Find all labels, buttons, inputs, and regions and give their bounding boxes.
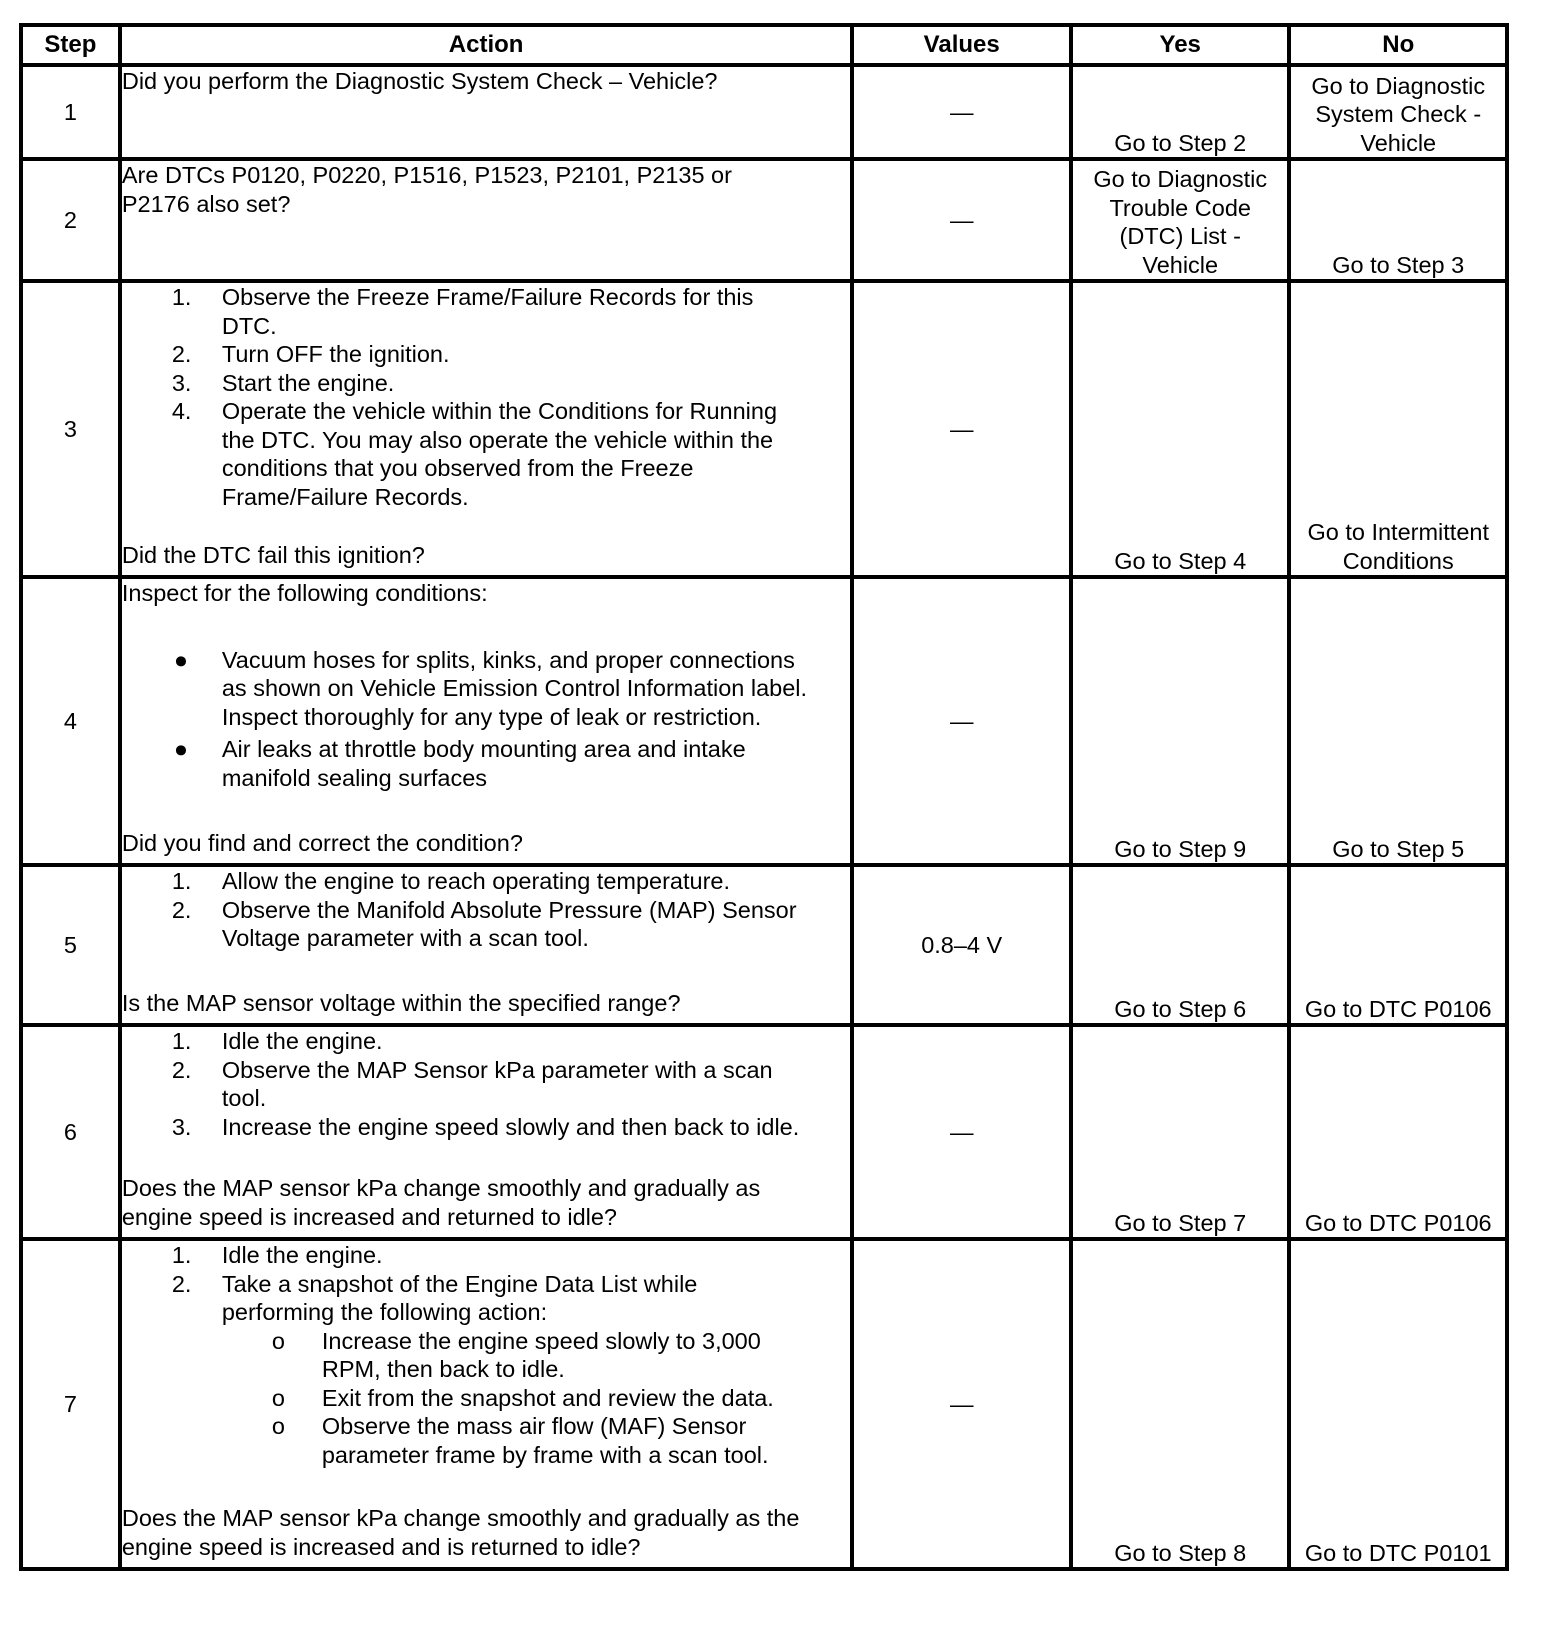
- yes-cell: Go to Step 9: [1071, 577, 1290, 865]
- item-number: 2.: [171, 896, 192, 923]
- diagnostic-table: [19, 23, 1509, 1571]
- list-item: [122, 369, 851, 398]
- action-cell: [120, 577, 853, 865]
- yes-line: Trouble Code: [1109, 194, 1251, 221]
- item-line: Inspect thoroughly for any type of leak or restriction.: [221, 703, 762, 730]
- question-line: engine speed is increased and is returned to idle?: [121, 1533, 641, 1560]
- list-item: [122, 1056, 851, 1113]
- list-item: [122, 896, 851, 953]
- item-line: manifold sealing surfaces: [221, 764, 488, 791]
- list-item: [122, 1384, 851, 1413]
- item-line: Idle the engine.: [221, 1242, 383, 1268]
- no-line: Conditions: [1342, 547, 1454, 574]
- circle-bullet-icon: o: [271, 1413, 285, 1439]
- values-cell: —: [852, 1025, 1071, 1239]
- table-row: [21, 65, 1507, 159]
- item-number: 1.: [171, 868, 192, 894]
- header-no: No: [1289, 25, 1507, 65]
- item-line: RPM, then back to idle.: [321, 1356, 565, 1382]
- action-cell: [120, 865, 853, 1025]
- action-cell: [120, 159, 853, 281]
- list-item: [122, 1113, 851, 1142]
- values-cell: —: [852, 159, 1071, 281]
- item-number: 4.: [171, 398, 192, 424]
- values-cell: —: [852, 577, 1071, 865]
- values-cell: —: [852, 65, 1071, 159]
- question-line: P2176 also set?: [121, 190, 291, 217]
- item-line: Observe the MAP Sensor kPa parameter with a scan: [221, 1056, 773, 1083]
- header-action: Action: [120, 25, 853, 65]
- no-cell: Go to DTC P0106: [1289, 1025, 1507, 1239]
- list-item: [122, 735, 851, 792]
- item-line: the DTC. You may also operate the vehicle within the: [221, 426, 774, 453]
- yes-cell: Go to Step 8: [1071, 1239, 1290, 1569]
- no-cell: Go to Step 3: [1289, 159, 1507, 281]
- item-number: 1.: [171, 284, 192, 310]
- list-item: [122, 283, 851, 340]
- list-item: [122, 646, 851, 732]
- header-yes: Yes: [1071, 25, 1290, 65]
- item-line: parameter frame by frame with a scan tool.: [321, 1441, 769, 1468]
- item-line: conditions that you observed from the Freeze: [221, 455, 694, 481]
- item-number: 2.: [171, 1056, 192, 1083]
- item-number: 3.: [171, 369, 192, 396]
- circle-bullet-icon: o: [271, 1384, 285, 1411]
- item-line: Take a snapshot of the Engine Data List while: [221, 1270, 698, 1297]
- table-row: [21, 1025, 1507, 1239]
- question-text: Is the MAP sensor voltage within the specified range?: [121, 989, 681, 1016]
- list-item: [122, 397, 851, 511]
- no-cell: Go to DTC P0106: [1289, 865, 1507, 1025]
- list-item: [122, 1027, 851, 1056]
- table-row: [21, 865, 1507, 1025]
- item-number: 3.: [171, 1113, 192, 1140]
- item-line: performing the following action:: [221, 1299, 548, 1325]
- item-line: Observe the mass air flow (MAF) Sensor: [321, 1413, 747, 1439]
- no-cell: Go to Step 5: [1289, 577, 1507, 865]
- item-line: tool.: [221, 1085, 267, 1111]
- no-cell: [1289, 65, 1507, 159]
- yes-line: Go to Diagnostic: [1093, 166, 1268, 192]
- no-cell: Go to DTC P0101: [1289, 1239, 1507, 1569]
- list-item: [122, 1270, 851, 1470]
- item-line: DTC.: [221, 312, 277, 339]
- item-number: 2.: [171, 1270, 192, 1297]
- bullet-icon: ●: [173, 646, 189, 673]
- item-line: Air leaks at throttle body mounting area and intake: [221, 736, 746, 762]
- yes-cell: Go to Step 4: [1071, 281, 1290, 577]
- yes-cell: [1071, 159, 1290, 281]
- item-line: Observe the Freeze Frame/Failure Records for this: [221, 284, 754, 310]
- question-line: Does the MAP sensor kPa change smoothly and gradually as the: [121, 1505, 800, 1531]
- step-number: 2: [21, 159, 120, 281]
- step-number: 1: [21, 65, 120, 159]
- item-line: Turn OFF the ignition.: [221, 341, 450, 367]
- numbered-steps: [122, 283, 851, 511]
- step-number: 3: [21, 281, 120, 577]
- list-item: [122, 1327, 851, 1384]
- list-item: [122, 867, 851, 896]
- header-row: [21, 25, 1507, 65]
- action-cell: [120, 65, 853, 159]
- item-line: Operate the vehicle within the Conditions for Running: [221, 398, 778, 424]
- yes-cell: Go to Step 2: [1071, 65, 1290, 159]
- header-values: Values: [852, 25, 1071, 65]
- action-cell: [120, 1239, 853, 1569]
- header-step: Step: [21, 25, 120, 65]
- item-line: Start the engine.: [221, 369, 395, 396]
- item-line: Voltage parameter with a scan tool.: [221, 925, 589, 951]
- no-line: Go to Intermittent: [1307, 519, 1490, 545]
- yes-line: Vehicle: [1142, 251, 1219, 278]
- action-cell: [120, 281, 853, 577]
- question-text: Did the DTC fail this ignition?: [121, 541, 425, 568]
- numbered-steps: [122, 1027, 851, 1141]
- numbered-steps: [122, 867, 851, 953]
- no-line: System Check -: [1315, 101, 1482, 127]
- yes-line: (DTC) List -: [1119, 223, 1241, 249]
- values-cell: —: [852, 1239, 1071, 1569]
- action-cell: [120, 1025, 853, 1239]
- no-line: Vehicle: [1360, 129, 1437, 156]
- step-number: 7: [21, 1239, 120, 1569]
- question-line: engine speed is increased and returned to idle?: [121, 1203, 617, 1230]
- table-row: [21, 1239, 1507, 1569]
- item-number: 1.: [171, 1242, 192, 1268]
- sub-list: [222, 1327, 851, 1470]
- item-line: Idle the engine.: [221, 1028, 383, 1054]
- item-line: Increase the engine speed slowly to 3,000: [321, 1327, 761, 1354]
- bullet-icon: ●: [173, 736, 189, 762]
- item-line: as shown on Vehicle Emission Control Information label.: [221, 675, 808, 701]
- question-line: Are DTCs P0120, P0220, P1516, P1523, P2101, P2135 or: [121, 162, 732, 188]
- numbered-steps: [122, 1241, 851, 1469]
- item-line: Allow the engine to reach operating temperature.: [221, 868, 731, 894]
- circle-bullet-icon: o: [271, 1327, 285, 1354]
- item-line: Observe the Manifold Absolute Pressure (MAP) Sensor: [221, 896, 797, 923]
- item-line: Vacuum hoses for splits, kinks, and proper connections: [221, 646, 795, 673]
- table-row: [21, 577, 1507, 865]
- item-number: 1.: [171, 1028, 192, 1054]
- question-text: Did you perform the Diagnostic System Check – Vehicle?: [121, 68, 718, 94]
- table-row: [21, 281, 1507, 577]
- step-number: 6: [21, 1025, 120, 1239]
- item-line: Exit from the snapshot and review the data.: [321, 1384, 774, 1411]
- question-line: Does the MAP sensor kPa change smoothly and gradually as: [121, 1175, 761, 1201]
- bullet-list: [122, 646, 851, 793]
- list-item: [122, 1412, 851, 1469]
- item-line: Increase the engine speed slowly and then back to idle.: [221, 1113, 800, 1140]
- question-text: Did you find and correct the condition?: [121, 829, 523, 856]
- values-cell: —: [852, 281, 1071, 577]
- table-row: [21, 159, 1507, 281]
- step-number: 4: [21, 577, 120, 865]
- no-cell: [1289, 281, 1507, 577]
- item-line: Frame/Failure Records.: [221, 483, 469, 510]
- no-line: Go to Diagnostic: [1311, 72, 1486, 99]
- item-number: 2.: [171, 341, 192, 367]
- step-number: 5: [21, 865, 120, 1025]
- intro-text: Inspect for the following conditions:: [121, 580, 488, 606]
- list-item: [122, 340, 851, 369]
- list-item: [122, 1241, 851, 1270]
- yes-cell: Go to Step 7: [1071, 1025, 1290, 1239]
- values-cell: 0.8–4 V: [852, 865, 1071, 1025]
- yes-cell: Go to Step 6: [1071, 865, 1290, 1025]
